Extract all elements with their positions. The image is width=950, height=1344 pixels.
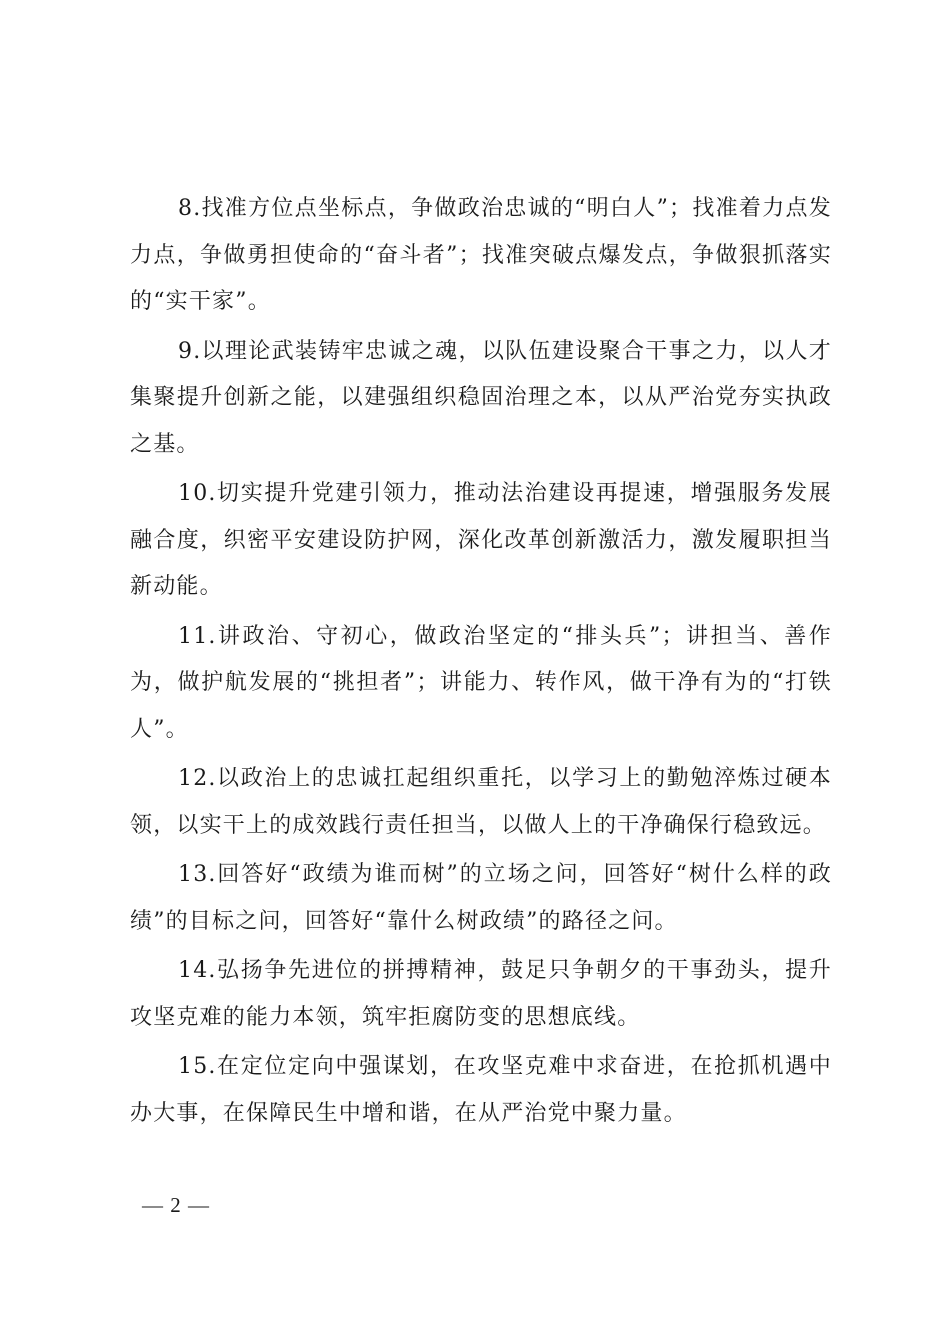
- paragraph-9: 9.以理论武装铸牢忠诚之魂，以队伍建设聚合干事之力，以人才集聚提升创新之能，以建强组织稳固治理之本，以从严治党夯实执政之基。: [130, 338, 832, 457]
- paragraph-15: 15.在定位定向中强谋划，在攻坚克难中求奋进，在抢抓机遇中办大事，在保障民生中增和谐，在从严治党中聚力量。: [130, 1054, 832, 1126]
- paragraph-10: 10.切实提升党建引领力，推动法治建设再提速，增强服务发展融合度，织密平安建设防护网，深化改革创新激活力，激发履职担当新动能。: [130, 481, 832, 599]
- document-body: [130, 186, 832, 1140]
- paragraph-13: 13.回答好“政绩为谁而树”的立场之问，回答好“树什么样的政绩”的目标之问，回答好“靠什么树政绩”的路径之问。: [130, 862, 832, 934]
- paragraph-11: 11.讲政治、守初心，做政治坚定的“排头兵”；讲担当、善作为，做护航发展的“挑担者”；讲能力、转作风，做干净有为的“打铁人”。: [130, 623, 832, 742]
- paragraph-8: 8.找准方位点坐标点，争做政治忠诚的“明白人”；找准着力点发力点，争做勇担使命的“奋斗者”；找准突破点爆发点，争做狠抓落实的“实干家”。: [130, 196, 832, 314]
- paragraph-12: 12.以政治上的忠诚扛起组织重托，以学习上的勤勉淬炼过硬本领，以实干上的成效践行责任担当，以做人上的干净确保行稳致远。: [130, 766, 832, 838]
- paragraph-14: 14.弘扬争先进位的拼搏精神，鼓足只争朝夕的干事劲头，提升攻坚克难的能力本领，筑牢拒腐防变的思想底线。: [130, 958, 832, 1030]
- page-number: — 2 —: [142, 1193, 210, 1217]
